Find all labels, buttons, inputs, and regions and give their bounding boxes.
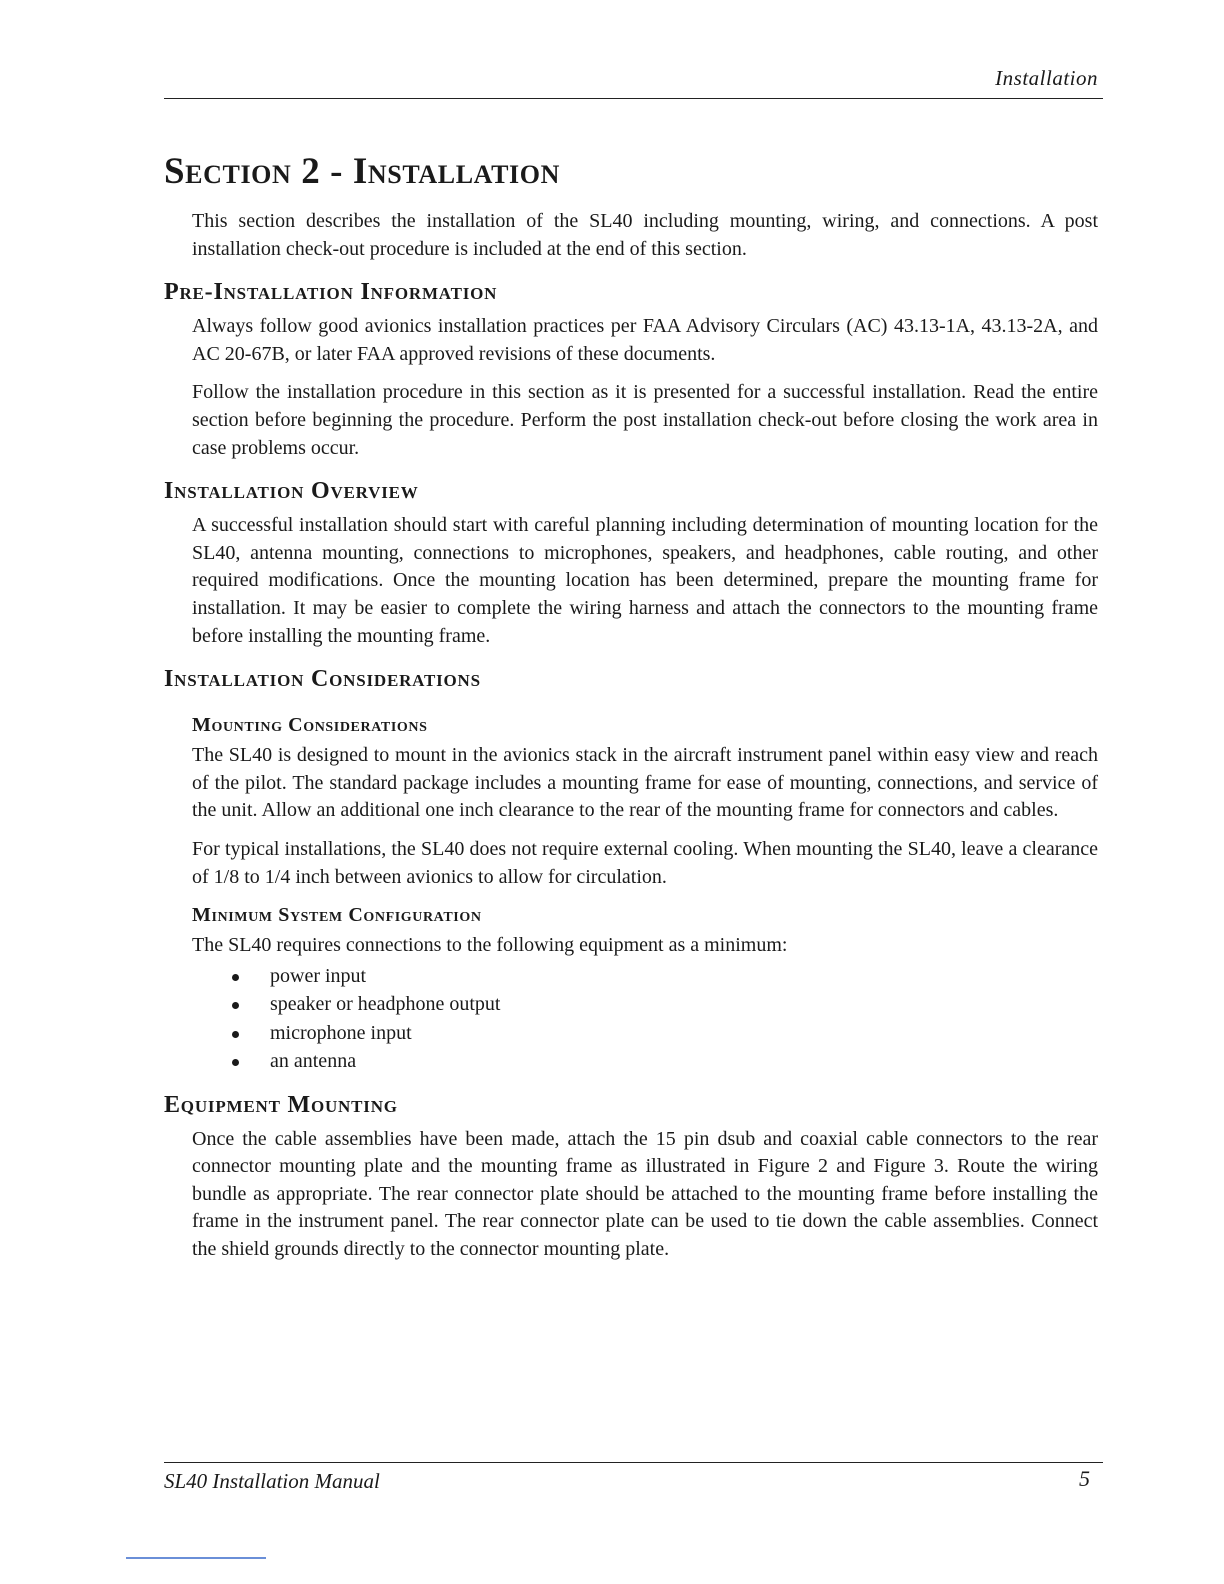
bullet-icon bbox=[232, 1031, 239, 1038]
list-item-text: power input bbox=[270, 964, 367, 987]
bullet-icon bbox=[232, 1002, 239, 1009]
overview-paragraph: A successful installation should start with careful planning including determination of mounting location for the SL40, antenna mounting, connections to microphones, speakers, and headphones, cable routing, and other required modifications. Once the mounting location has been determined, prepare the mounting frame for installation. It may be easier to complete the wiring harness and attach the connectors to the mounting frame before installing the mounting frame. bbox=[192, 514, 1098, 647]
list-item bbox=[228, 962, 1098, 991]
list-item-text: microphone input bbox=[270, 1021, 412, 1044]
footer-page-number: 5 bbox=[1079, 1466, 1090, 1491]
scan-artifact-line bbox=[126, 1557, 266, 1559]
mounting-paragraph-2: For typical installations, the SL40 does not require external cooling. When mounting the SL40, leave a clearance of 1/8 to 1/4 inch between avionics to allow for circulation. bbox=[192, 837, 1098, 888]
heading-minimum-system-configuration: Minimum System Configuration bbox=[192, 904, 482, 927]
footer-rule bbox=[164, 1462, 1103, 1463]
running-header: Installation bbox=[995, 66, 1098, 90]
list-item bbox=[228, 1047, 1098, 1076]
minimum-config-list bbox=[228, 962, 1098, 1076]
mounting-paragraph-1: The SL40 is designed to mount in the avionics stack in the aircraft instrument panel within easy view and reach of the pilot. The standard package includes a mounting frame for ease of mounting, connections, and service of the unit. Allow an additional one inch clearance to the rear of the mounting frame for connectors and cables. bbox=[192, 744, 1098, 822]
list-item-text: an antenna bbox=[270, 1050, 357, 1073]
section-intro: This section describes the installation of the SL40 including mounting, wiring, and connections. A post installation check-out procedure is included at the end of this section. bbox=[192, 210, 1098, 260]
minimum-config-paragraph: The SL40 requires connections to the following equipment as a minimum: bbox=[192, 934, 788, 957]
heading-installation-considerations: Installation Considerations bbox=[164, 666, 481, 693]
list-item-text: speaker or headphone output bbox=[270, 993, 501, 1016]
footer-manual-title: SL40 Installation Manual bbox=[164, 1469, 380, 1493]
bullet-icon bbox=[232, 974, 239, 981]
heading-installation-overview: Installation Overview bbox=[164, 478, 419, 505]
equipment-mounting-paragraph: Once the cable assemblies have been made, attach the 15 pin dsub and coaxial cable connectors to the rear connector mounting plate and the mounting frame as illustrated in Figure 2 and Figure 3. Route the wiring bundle as appropriate. The rear connector plate should be attached to the mounting frame before installing the frame in the instrument panel. The rear connector plate can be used to tie down the cable assemblies. Connect the shield grounds directly to the connector mounting plate. bbox=[192, 1127, 1098, 1261]
header-rule bbox=[164, 98, 1103, 99]
page-content bbox=[164, 148, 1098, 1275]
section-title: Section 2 - Installation bbox=[164, 151, 560, 192]
bullet-icon bbox=[232, 1059, 239, 1066]
pre-installation-paragraph-2: Follow the installation procedure in this section as it is presented for a successful installation. Read the entire section before beginning the procedure. Perform the post installation check-out before closing the work area in case problems occur. bbox=[192, 381, 1098, 459]
list-item bbox=[228, 990, 1098, 1019]
heading-equipment-mounting: Equipment Mounting bbox=[164, 1091, 398, 1118]
list-item bbox=[228, 1019, 1098, 1048]
heading-pre-installation: Pre-Installation Information bbox=[164, 279, 498, 306]
heading-mounting-considerations: Mounting Considerations bbox=[192, 714, 428, 737]
pre-installation-paragraph-1: Always follow good avionics installation practices per FAA Advisory Circulars (AC) 43.13-1A, 43.13-2A, and AC 20-67B, or later FAA approved revisions of these documents. bbox=[192, 315, 1098, 365]
